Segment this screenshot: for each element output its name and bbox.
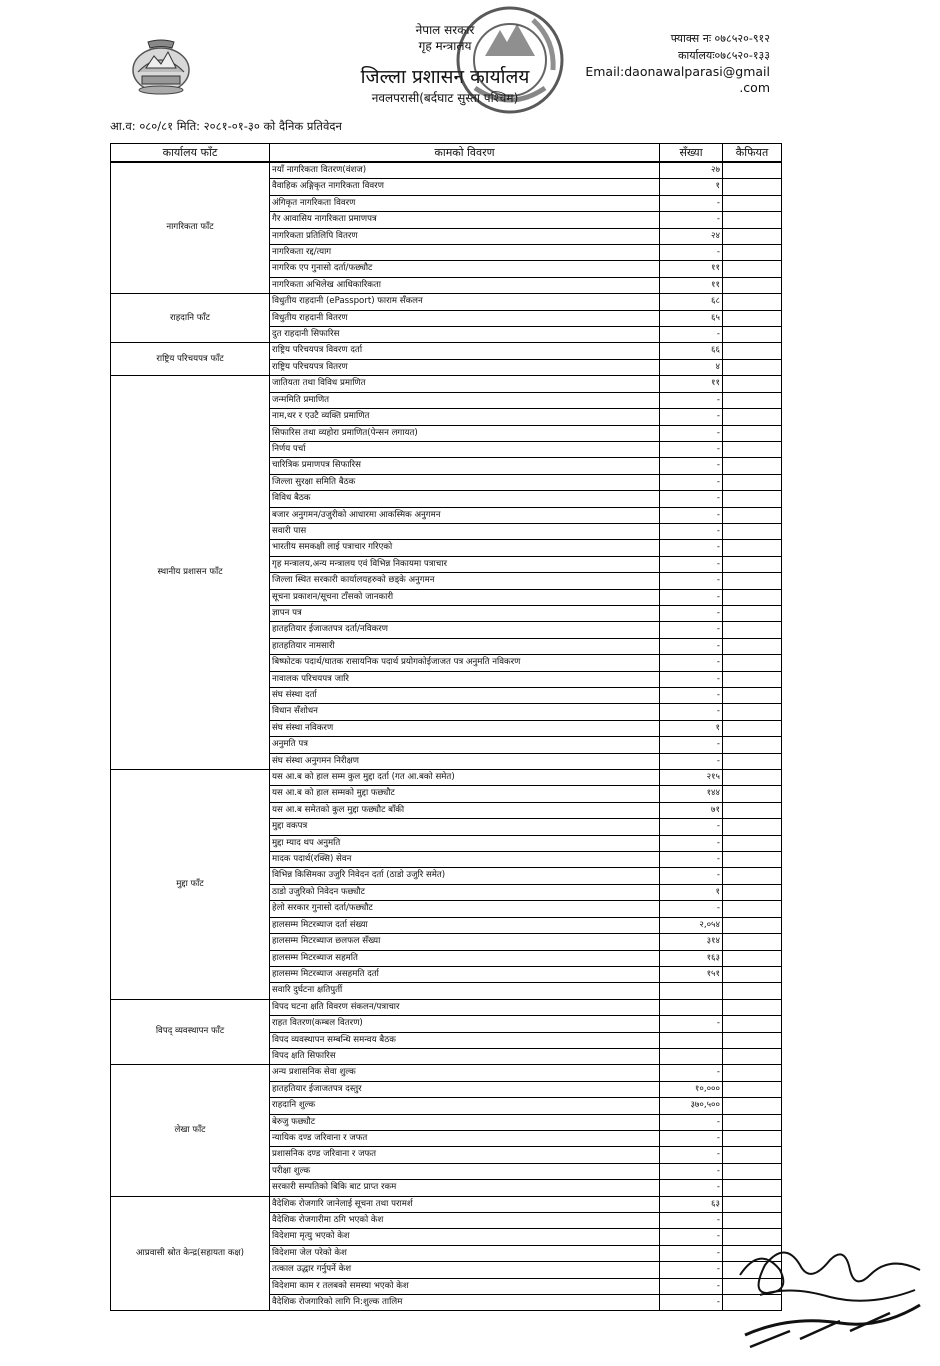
work-description: विधुतीय राहदानी वितरण	[270, 310, 660, 326]
daily-report-table	[110, 143, 782, 1311]
remarks-cell	[723, 802, 782, 818]
remarks-cell	[723, 1130, 782, 1146]
work-description: नागरिकता प्रतिलिपि वितरण	[270, 228, 660, 244]
work-count: २,०५४	[660, 917, 723, 933]
work-count: -	[660, 409, 723, 425]
col-header-remarks: कैफियत	[723, 144, 782, 163]
work-count: -	[660, 425, 723, 441]
email-line-1: Email:daonawalparasi@gmail	[585, 64, 770, 79]
work-count: -	[660, 327, 723, 343]
col-header-count: सँख्या	[660, 144, 723, 163]
work-description: मादक पदार्थ(रक्सि) सेवन	[270, 852, 660, 868]
work-count: १०,०००	[660, 1081, 723, 1097]
work-description: राष्ट्रिय परिचयपत्र विवरण दर्ता	[270, 343, 660, 359]
work-count: -	[660, 1262, 723, 1278]
work-description: बेरुजु फछ्यौट	[270, 1114, 660, 1130]
remarks-cell	[723, 228, 782, 244]
work-description: नागरिक एप गुनासो दर्ता/फछ्यौट	[270, 261, 660, 277]
work-count: -	[660, 737, 723, 753]
section-name: राहदानि फाँट	[111, 294, 270, 343]
remarks-cell	[723, 835, 782, 851]
work-description: विदेशमा मृत्यु भएको केश	[270, 1229, 660, 1245]
work-count: -	[660, 1130, 723, 1146]
work-count: -	[660, 589, 723, 605]
remarks-cell	[723, 704, 782, 720]
remarks-cell	[723, 1065, 782, 1081]
work-count: ११	[660, 277, 723, 293]
remarks-cell	[723, 310, 782, 326]
remarks-cell	[723, 507, 782, 523]
work-count	[660, 1032, 723, 1048]
work-description: संघ संस्था नविकरण	[270, 720, 660, 736]
remarks-cell	[723, 868, 782, 884]
remarks-cell	[723, 638, 782, 654]
table-row	[111, 376, 782, 392]
work-description: नयाँ नागरिकता वितरण(वंशज)	[270, 162, 660, 179]
remarks-cell	[723, 950, 782, 966]
work-description: विधान सँशोधन	[270, 704, 660, 720]
work-count: -	[660, 507, 723, 523]
remarks-cell	[723, 441, 782, 457]
remarks-cell	[723, 1180, 782, 1196]
work-count: -	[660, 474, 723, 490]
work-description: संघ संस्था दर्ता	[270, 688, 660, 704]
work-count: -	[660, 1065, 723, 1081]
work-description: मुद्दा वकपत्र	[270, 819, 660, 835]
work-count: -	[660, 753, 723, 769]
work-description: यस आ.ब को हाल सम्मको मुद्दा फछ्यौट	[270, 786, 660, 802]
work-description: राहदानि शुल्क	[270, 1098, 660, 1114]
remarks-cell	[723, 491, 782, 507]
work-description: विपद क्षति सिफारिस	[270, 1048, 660, 1064]
work-count: ३७०,५००	[660, 1098, 723, 1114]
work-count: -	[660, 819, 723, 835]
fax-number: फ्याक्स नः ०७८५२०-९१२	[670, 32, 770, 45]
work-count: १५१	[660, 966, 723, 982]
work-count: ६६	[660, 343, 723, 359]
work-description: हातहतियार ईजाजतपत्र दस्तुर	[270, 1081, 660, 1097]
remarks-cell	[723, 409, 782, 425]
email-line-2: .com	[739, 80, 770, 95]
work-description: परीक्षा शुल्क	[270, 1163, 660, 1179]
work-description: बिष्फोटक पदार्थ/घातक रासायनिक पदार्थ प्रयोगकोईजाजत पत्र अनुमति नविकरण	[270, 655, 660, 671]
section-name: आप्रवासी स्रोत केन्द्र(सहायता कक्ष)	[111, 1196, 270, 1311]
remarks-cell	[723, 277, 782, 293]
office-phone: कार्यालयः०७८५२०-१३३	[677, 49, 770, 62]
remarks-cell	[723, 671, 782, 687]
remarks-cell	[723, 195, 782, 211]
ministry-name: गृह मन्त्रालय	[418, 39, 472, 53]
table-row	[111, 162, 782, 179]
remarks-cell	[723, 556, 782, 572]
work-description: वैदेशिक रोजगारीमा ठगि भएको केश	[270, 1213, 660, 1229]
work-description: यस आ.ब को हाल सम्म कुल मुद्दा दर्ता (गत आ.बको समेत)	[270, 770, 660, 786]
remarks-cell	[723, 901, 782, 917]
work-count: -	[660, 212, 723, 228]
work-description: जिल्ला सुरक्षा समिति बैठक	[270, 474, 660, 490]
work-count: ६३	[660, 1196, 723, 1212]
remarks-cell	[723, 934, 782, 950]
remarks-cell	[723, 966, 782, 982]
work-count: -	[660, 1295, 723, 1311]
remarks-cell	[723, 1048, 782, 1064]
work-description: गृह मन्त्रालय,अन्य मन्त्रालय एवं विभिन्न निकायमा पत्राचार	[270, 556, 660, 572]
work-description: राष्ट्रिय परिचयपत्र वितरण	[270, 359, 660, 375]
remarks-cell	[723, 392, 782, 408]
work-description: ज्ञापन पत्र	[270, 605, 660, 621]
work-description: भारतीय समकक्षी लाई पत्राचार गरिएको	[270, 540, 660, 556]
govt-name: नेपाल सरकार	[415, 23, 475, 37]
work-description: चारित्रिक प्रमाणपत्र सिफारिस	[270, 458, 660, 474]
work-description: संघ संस्था अनुगमन निरीक्षण	[270, 753, 660, 769]
section-name: नागरिकता फाँट	[111, 162, 270, 294]
work-description: नागरिकता अभिलेख आधिकारिकता	[270, 277, 660, 293]
work-description: नावालक परिचयपत्र जारि	[270, 671, 660, 687]
remarks-cell	[723, 1147, 782, 1163]
work-description: जातियता तथा विविध प्रमाणित	[270, 376, 660, 392]
work-count: १	[660, 720, 723, 736]
work-count: ३१४	[660, 934, 723, 950]
work-description: वैदेशिक रोजगारि जानेलाई सूचना तथा परामर्श	[270, 1196, 660, 1212]
work-count: -	[660, 573, 723, 589]
work-description: सूचना प्रकाशन/सूचना टाँसको जानकारी	[270, 589, 660, 605]
work-count: -	[660, 245, 723, 261]
work-description: अंगिकृत नागरिकता विवरण	[270, 195, 660, 211]
work-count: ११	[660, 261, 723, 277]
table-row	[111, 999, 782, 1015]
work-count: ४	[660, 359, 723, 375]
work-description: यस आ.ब समेतको कुल मुद्दा फछ्यौट बाँकी	[270, 802, 660, 818]
work-count: १६३	[660, 950, 723, 966]
remarks-cell	[723, 622, 782, 638]
office-name: जिल्ला प्रशासन कार्यालय	[360, 66, 530, 88]
work-count: ६८	[660, 294, 723, 310]
work-count: २४	[660, 228, 723, 244]
remarks-cell	[723, 917, 782, 933]
work-description: जिल्ला स्थित सरकारी कार्यालयहरुको छड्के अनुगमन	[270, 573, 660, 589]
work-description: वैवाहिक अङ्गिकृत नागरिकता विवरण	[270, 179, 660, 195]
work-count: २१५	[660, 770, 723, 786]
remarks-cell	[723, 162, 782, 179]
nepal-emblem-icon	[128, 38, 194, 96]
remarks-cell	[723, 458, 782, 474]
work-description: हालसम्म मिटरब्याज छलफल सँख्या	[270, 934, 660, 950]
work-description: निर्णय पर्चा	[270, 441, 660, 457]
work-count	[660, 983, 723, 999]
work-count: -	[660, 1163, 723, 1179]
remarks-cell	[723, 589, 782, 605]
work-description: विभिन्न किसिमका उजुरि निवेदन दर्ता (ठाडो उजुरि समेत)	[270, 868, 660, 884]
remarks-cell	[723, 852, 782, 868]
work-description: सरकारी सम्पतिको बिकि बाट प्राप्त रकम	[270, 1180, 660, 1196]
remarks-cell	[723, 1081, 782, 1097]
work-count: -	[660, 868, 723, 884]
table-row	[111, 1065, 782, 1081]
remarks-cell	[723, 1016, 782, 1032]
work-count	[660, 1048, 723, 1064]
remarks-cell	[723, 884, 782, 900]
work-description: विदेशमा काम र तलबको समस्या भएको केश	[270, 1278, 660, 1294]
table-row	[111, 770, 782, 786]
work-count: -	[660, 852, 723, 868]
work-description: प्रशासनिक दण्ड जरिवाना र जफत	[270, 1147, 660, 1163]
work-description: विधुतीय राहदानी (ePassport) फाराम सँकलन	[270, 294, 660, 310]
work-description: हालसम्म मिटरब्याज असहमति दर्ता	[270, 966, 660, 982]
col-header-description: कामको विवरण	[270, 144, 660, 163]
work-count: -	[660, 704, 723, 720]
remarks-cell	[723, 1032, 782, 1048]
remarks-cell	[723, 819, 782, 835]
work-count: १४४	[660, 786, 723, 802]
work-count: -	[660, 441, 723, 457]
work-count: -	[660, 1229, 723, 1245]
work-description: राहत वितरण(कम्बल वितरण)	[270, 1016, 660, 1032]
remarks-cell	[723, 261, 782, 277]
work-count: १	[660, 884, 723, 900]
remarks-cell	[723, 1114, 782, 1130]
remarks-cell	[723, 720, 782, 736]
remarks-cell	[723, 1213, 782, 1229]
table-row	[111, 1196, 782, 1212]
remarks-cell	[723, 474, 782, 490]
remarks-cell	[723, 1196, 782, 1212]
remarks-cell	[723, 343, 782, 359]
work-count: -	[660, 540, 723, 556]
remarks-cell	[723, 1098, 782, 1114]
work-count: २७	[660, 162, 723, 179]
section-name: विपद् व्यवस्थापन फाँट	[111, 999, 270, 1065]
work-count: -	[660, 1114, 723, 1130]
work-count: -	[660, 605, 723, 621]
work-description: हातहतियार ईजाजतपत्र दर्ता/नविकरण	[270, 622, 660, 638]
work-description: विपद व्यवस्थापन सम्बन्धि समन्वय बैठक	[270, 1032, 660, 1048]
work-count: -	[660, 901, 723, 917]
work-description: हेलो सरकार गुनासो दर्ता/फछ्यौट	[270, 901, 660, 917]
work-description: नाम,थर र एउटै व्यक्ति प्रमाणित	[270, 409, 660, 425]
work-count: १	[660, 179, 723, 195]
work-count: -	[660, 1278, 723, 1294]
work-count: -	[660, 1245, 723, 1261]
col-header-section: कार्यालय फाँट	[111, 144, 270, 163]
remarks-cell	[723, 327, 782, 343]
work-description: विविध बैठक	[270, 491, 660, 507]
work-description: अन्य प्रशासनिक सेवा शुल्क	[270, 1065, 660, 1081]
work-count: -	[660, 523, 723, 539]
section-name: लेखा फाँट	[111, 1065, 270, 1196]
work-description: सिफारिस तथा व्यहोरा प्रमाणित(पेन्सन लगायत)	[270, 425, 660, 441]
work-count: ७१	[660, 802, 723, 818]
work-description: न्यायिक दण्ड जरिवाना र जफत	[270, 1130, 660, 1146]
work-count: -	[660, 1147, 723, 1163]
section-name: मुद्दा फाँट	[111, 770, 270, 1000]
table-body	[111, 162, 782, 1311]
work-count: -	[660, 458, 723, 474]
remarks-cell	[723, 425, 782, 441]
report-title: आ.व: ०८०/८१ मिति: २०८१-०१-३० को दैनिक प्रतिवेदन	[110, 119, 342, 133]
remarks-cell	[723, 359, 782, 375]
work-description: मुद्दा म्याद थप अनुमति	[270, 835, 660, 851]
table-row	[111, 294, 782, 310]
work-count: -	[660, 1213, 723, 1229]
section-name: राष्ट्रिय परिचयपत्र फाँट	[111, 343, 270, 376]
work-count: -	[660, 622, 723, 638]
table-row	[111, 343, 782, 359]
work-description: हातहतियार नामसारी	[270, 638, 660, 654]
work-description: सवारि दुर्घटना क्षतिपुर्ती	[270, 983, 660, 999]
work-count: -	[660, 655, 723, 671]
section-name: स्थानीय प्रशासन फाँट	[111, 376, 270, 770]
table-header-row	[111, 144, 782, 163]
work-description: अनुमति पत्र	[270, 737, 660, 753]
work-count: -	[660, 491, 723, 507]
remarks-cell	[723, 376, 782, 392]
work-description: बजार अनुगमन/उजुरीको आधारमा आकस्मिक अनुगमन	[270, 507, 660, 523]
remarks-cell	[723, 1163, 782, 1179]
work-count	[660, 999, 723, 1015]
remarks-cell	[723, 605, 782, 621]
work-description: गैर आवासिय नागरिकता प्रमाणपत्र	[270, 212, 660, 228]
office-seal-stamp	[445, 0, 575, 130]
remarks-cell	[723, 212, 782, 228]
signature-mark	[730, 1235, 930, 1355]
work-description: हालसम्म मिटरब्याज सहमति	[270, 950, 660, 966]
remarks-cell	[723, 786, 782, 802]
contact-info	[585, 30, 770, 96]
work-count: ६५	[660, 310, 723, 326]
work-description: विदेशमा जेल परेको केश	[270, 1245, 660, 1261]
work-description: नागरिकता रद्द/त्याग	[270, 245, 660, 261]
remarks-cell	[723, 540, 782, 556]
work-description: वैदेशिक रोजगारिको लागि नि:शुल्क तालिम	[270, 1295, 660, 1311]
work-count: -	[660, 195, 723, 211]
remarks-cell	[723, 737, 782, 753]
remarks-cell	[723, 523, 782, 539]
work-count: -	[660, 556, 723, 572]
remarks-cell	[723, 294, 782, 310]
work-description: विपद घटना क्षति विवरण संकलन/पत्राचार	[270, 999, 660, 1015]
work-count: ११	[660, 376, 723, 392]
work-count: -	[660, 688, 723, 704]
remarks-cell	[723, 655, 782, 671]
work-count: -	[660, 835, 723, 851]
work-description: हालसम्म मिटरब्याज दर्ता संख्या	[270, 917, 660, 933]
remarks-cell	[723, 179, 782, 195]
work-count: -	[660, 392, 723, 408]
work-description: जन्ममिति प्रमाणित	[270, 392, 660, 408]
work-description: दुत राहदानी सिफारिस	[270, 327, 660, 343]
work-description: तत्काल उद्धार गर्नुपर्ने केश	[270, 1262, 660, 1278]
remarks-cell	[723, 999, 782, 1015]
work-description: सवारी पास	[270, 523, 660, 539]
remarks-cell	[723, 753, 782, 769]
remarks-cell	[723, 983, 782, 999]
work-description: ठाडो उजुरिको निवेदन फछ्यौट	[270, 884, 660, 900]
office-location: नवलपरासी(बर्दघाट सुस्ता पश्चिम)	[371, 91, 519, 105]
work-count: -	[660, 638, 723, 654]
work-count: -	[660, 671, 723, 687]
work-count: -	[660, 1016, 723, 1032]
remarks-cell	[723, 688, 782, 704]
remarks-cell	[723, 573, 782, 589]
remarks-cell	[723, 245, 782, 261]
work-count: -	[660, 1180, 723, 1196]
remarks-cell	[723, 770, 782, 786]
